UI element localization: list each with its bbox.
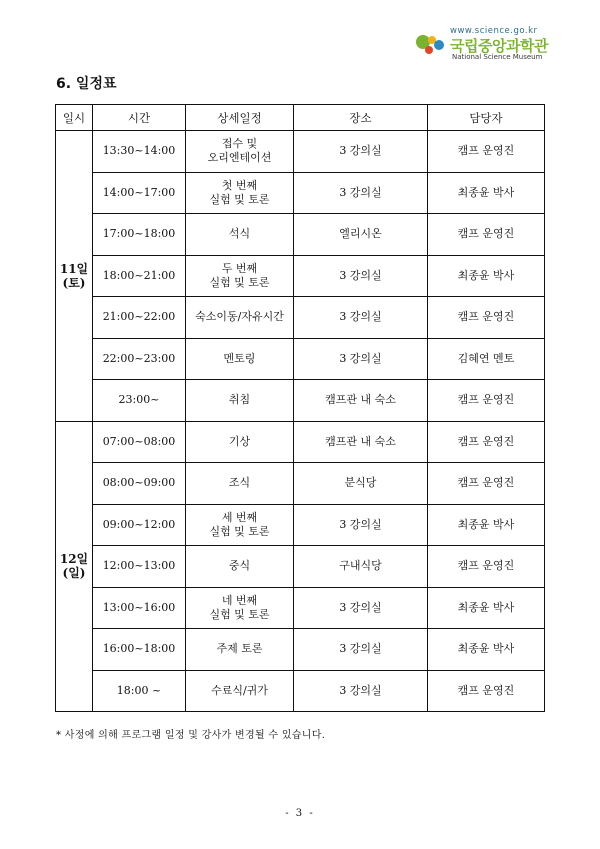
detail-line: 조식 (228, 476, 251, 490)
time-cell: 13:30~14:00 (93, 131, 186, 173)
person-cell: 김혜연 멘토 (428, 338, 545, 380)
column-header-person: 담당자 (428, 105, 545, 131)
table-row (56, 546, 545, 588)
detail-cell (186, 214, 294, 256)
table-row (56, 214, 545, 256)
time-cell: 22:00~23:00 (93, 338, 186, 380)
detail-line: 기상 (228, 434, 251, 448)
time-cell: 23:00~ (93, 380, 186, 422)
person-cell: 캠프 운영진 (428, 297, 545, 339)
person-cell: 최종윤 박사 (428, 504, 545, 546)
person-cell: 캠프 운영진 (428, 131, 545, 173)
table-row (56, 670, 545, 712)
museum-logo (412, 26, 552, 64)
time-cell: 12:00~13:00 (93, 546, 186, 588)
detail-cell (186, 670, 294, 712)
detail-cell (186, 421, 294, 463)
detail-line: 네 번째 (221, 593, 258, 607)
section-title: 6. 일정표 (56, 76, 117, 92)
table-header-row (56, 105, 545, 131)
museum-logo-icon (414, 32, 448, 56)
time-cell: 14:00~17:00 (93, 172, 186, 214)
column-header-date: 일시 (56, 105, 93, 131)
detail-cell (186, 172, 294, 214)
detail-cell (186, 297, 294, 339)
person-cell: 최종윤 박사 (428, 587, 545, 629)
time-cell: 07:00~08:00 (93, 421, 186, 463)
detail-line: 실험 및 토론 (209, 607, 270, 621)
date-cell (56, 131, 93, 422)
detail-line: 접수 및 (221, 137, 258, 151)
detail-line: 오리엔테이션 (207, 151, 272, 165)
table-row (56, 380, 545, 422)
detail-line: 수료식/귀가 (211, 683, 268, 697)
detail-cell (186, 131, 294, 173)
schedule-body (56, 131, 545, 712)
detail-line: 멘토링 (223, 351, 256, 365)
table-row (56, 297, 545, 339)
place-cell: 캠프관 내 숙소 (294, 380, 428, 422)
detail-cell (186, 463, 294, 505)
detail-cell (186, 255, 294, 297)
place-cell: 3 강의실 (294, 670, 428, 712)
place-cell: 3 강의실 (294, 587, 428, 629)
table-row (56, 504, 545, 546)
person-cell: 캠프 운영진 (428, 214, 545, 256)
detail-line: 석식 (228, 227, 251, 241)
person-cell: 캠프 운영진 (428, 463, 545, 505)
table-row (56, 421, 545, 463)
table-row (56, 131, 545, 173)
page-number: - 3 - (285, 808, 315, 819)
schedule-change-note: * 사정에 의해 프로그램 일정 및 강사가 변경될 수 있습니다. (56, 730, 326, 741)
person-cell: 캠프 운영진 (428, 546, 545, 588)
time-cell: 08:00~09:00 (93, 463, 186, 505)
place-cell: 구내식당 (294, 546, 428, 588)
date-day: 11일 (59, 261, 89, 276)
person-cell: 캠프 운영진 (428, 380, 545, 422)
detail-cell (186, 380, 294, 422)
place-cell: 3 강의실 (294, 255, 428, 297)
table-row (56, 338, 545, 380)
time-cell: 21:00~22:00 (93, 297, 186, 339)
detail-cell (186, 546, 294, 588)
detail-cell (186, 504, 294, 546)
place-cell: 3 강의실 (294, 297, 428, 339)
detail-line: 중식 (228, 559, 251, 573)
place-cell: 분식당 (294, 463, 428, 505)
detail-cell (186, 587, 294, 629)
date-cell (56, 421, 93, 712)
detail-line: 첫 번째 (221, 178, 258, 192)
time-cell: 17:00~18:00 (93, 214, 186, 256)
table-row (56, 255, 545, 297)
detail-line: 주제 토론 (216, 642, 263, 656)
detail-line: 숙소이동/자유시간 (195, 310, 284, 324)
schedule-table (55, 104, 545, 712)
place-cell: 3 강의실 (294, 131, 428, 173)
detail-line: 실험 및 토론 (209, 524, 270, 538)
detail-line: 실험 및 토론 (209, 192, 270, 206)
place-cell: 3 강의실 (294, 504, 428, 546)
detail-line: 실험 및 토론 (209, 275, 270, 289)
time-cell: 18:00~21:00 (93, 255, 186, 297)
date-day: 12일 (59, 552, 89, 567)
column-header-time: 시간 (93, 105, 186, 131)
column-header-place: 장소 (294, 105, 428, 131)
time-cell: 09:00~12:00 (93, 504, 186, 546)
date-weekday: (토) (62, 275, 86, 290)
logo-name: 국립중앙과학관 (450, 37, 548, 55)
table-row (56, 172, 545, 214)
time-cell: 13:00~16:00 (93, 587, 186, 629)
place-cell: 3 강의실 (294, 172, 428, 214)
logo-english-name: National Science Museum (452, 53, 543, 61)
place-cell: 3 강의실 (294, 338, 428, 380)
date-weekday: (일) (62, 566, 86, 581)
person-cell: 최종윤 박사 (428, 255, 545, 297)
detail-line: 세 번째 (221, 510, 258, 524)
place-cell: 엘리시온 (294, 214, 428, 256)
table-row (56, 463, 545, 505)
detail-cell (186, 629, 294, 671)
time-cell: 16:00~18:00 (93, 629, 186, 671)
person-cell: 최종윤 박사 (428, 629, 545, 671)
detail-line: 취침 (228, 393, 251, 407)
logo-url: www.science.go.kr (450, 26, 538, 36)
place-cell: 3 강의실 (294, 629, 428, 671)
person-cell: 캠프 운영진 (428, 421, 545, 463)
table-row (56, 629, 545, 671)
detail-cell (186, 338, 294, 380)
place-cell: 캠프관 내 숙소 (294, 421, 428, 463)
person-cell: 캠프 운영진 (428, 670, 545, 712)
table-row (56, 587, 545, 629)
time-cell: 18:00 ~ (93, 670, 186, 712)
detail-line: 두 번째 (221, 261, 258, 275)
column-header-detail: 상세일정 (186, 105, 294, 131)
person-cell: 최종윤 박사 (428, 172, 545, 214)
